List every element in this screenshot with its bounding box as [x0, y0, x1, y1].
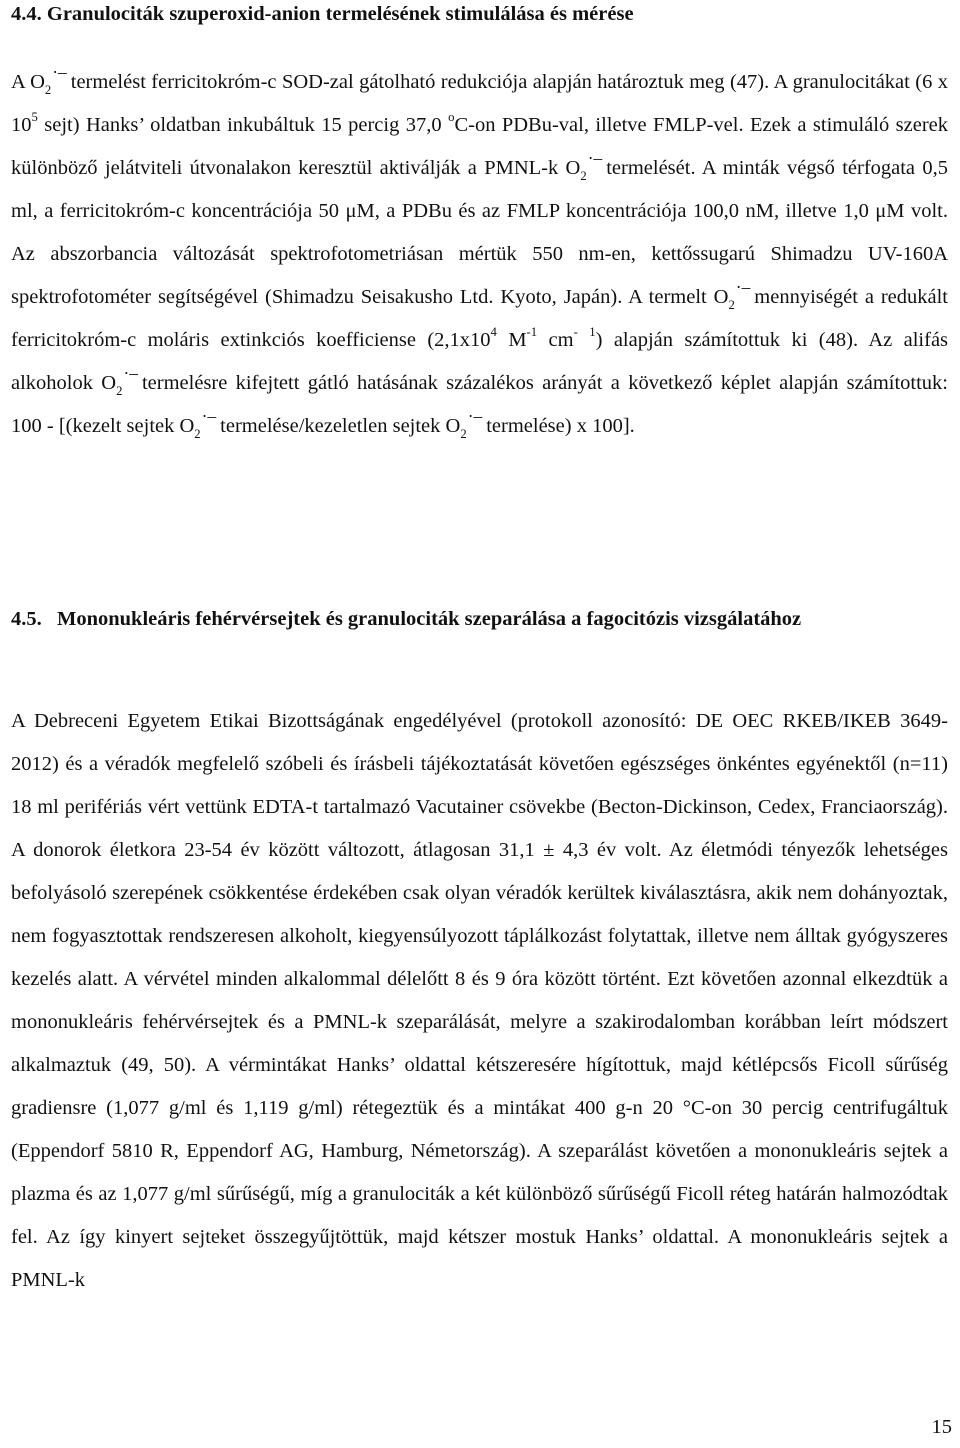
section-4-4-paragraph: A $O_2^{\cdot-}$ termelést ferricitokróm-c SOD-zal gátolható redukciója alapján határoztuk meg (47). A granulocitákat (6 x $10^5$ sejt) Hanks’ oldatban inkubáltuk 15 percig 37,0 $^o$C-on PDBu-val, illetve FMLP-vel. Ezek a stimuláló szerek különböző jelátviteli útvonalakon keresztül aktiválják a PMNL-k $O_2^{\cdot-}$ termelését. A minták végső térfogata 0,5 ml, a ferricitokróm-c koncentrációja 50 μM, a PDBu és az FMLP koncentrációja 100,0 nM, illetve 1,0 μM volt. Az abszorbancia változását spektrofotometriásan mértük 550 nm-en, kettőssugarú Shimadzu UV-160A spektrofotométer segítségével (Shimadzu Seisakusho Ltd. Kyoto, Japán). A termelt $O_2^{\cdot-}$ mennyiségét a redukált ferricitokróm-c moláris extinkciós koefficiense ($2,1x10^4$ $M^{-1}$ cm- $^1$) alapján számítottuk ki (48). Az alifás alkoholok $O_2^{\cdot-}$ termelésre kifejtett gátló hatásának százalékos arányát a következő képlet alapján számítottuk: 100 - [(kezelt sejtek $O_2^{\cdot-}$ termelése/kezeletlen sejtek $O_2^{\cdot-}$ termelése) x 100]. — [11, 62, 949, 441]
section-4-5-heading — [11, 598, 948, 641]
page-number: 15 — [931, 1416, 952, 1438]
section-4-5-title: Mononukleáris fehérvérsejtek és granulociták szeparálása a fagocitózis vizsgálatához — [57, 608, 802, 630]
section-4-4-heading: 4.4. Granulociták szuperoxid-anion termelésének stimulálása és mérése — [11, 3, 634, 25]
section-4-5-paragraph: A Debreceni Egyetem Etikai Bizottságának engedélyével (protokoll azonosító: DE OEC RKEB/IKEB 3649-2012) és a véradók megfelelő szóbeli és írásbeli tájékoztatását követően egészséges önkéntes egyénektől (n=11) 18 ml perifériás vért vettünk EDTA-t tartalmazó Vacutainer csövekbe (Becton-Dickinson, Cedex, Franciaország). A donorok életkora 23-54 év között változott, átlagosan 31,1 ± 4,3 év volt. Az életmódi tényezők lehetséges befolyásoló szerepének csökkentése érdekében csak olyan véradók kerültek kiválasztásra, akik nem dohányoztak, nem fogyasztottak rendszeresen alkoholt, kiegyensúlyozott táplálkozást folytattak, illetve nem álltak gyógyszeres kezelés alatt. A vérvétel minden alkalommal délelőtt 8 és 9 óra között történt. Ezt követően azonnal elkezdtük a mononukleáris fehérvérsejtek és a PMNL-k szeparálását, melyre a szakirodalomban korábban leírt módszert alkalmaztuk (49, 50). A vérmintákat Hanks’ oldattal kétszeresére hígítottuk, majd kétlépcsős Ficoll sűrűség gradiensre (1,077 g/ml és 1,119 g/ml) rétegeztük és a mintákat 400 g-n 20 °C-on 30 percig centrifugáltuk (Eppendorf 5810 R, Eppendorf AG, Hamburg, Németország). A szeparálást követően a mononukleáris sejtek a plazma és az 1,077 g/ml sűrűségű, míg a granulociták a két különböző sűrűségű Ficoll réteg határán halmozódtak fel. Az így kinyert sejteket összegyűjtöttük, majd kétszer mostuk Hanks’ oldattal. A mononukleáris sejtek a PMNL-k — [11, 710, 948, 1291]
section-4-5-number: 4.5. — [11, 608, 42, 630]
